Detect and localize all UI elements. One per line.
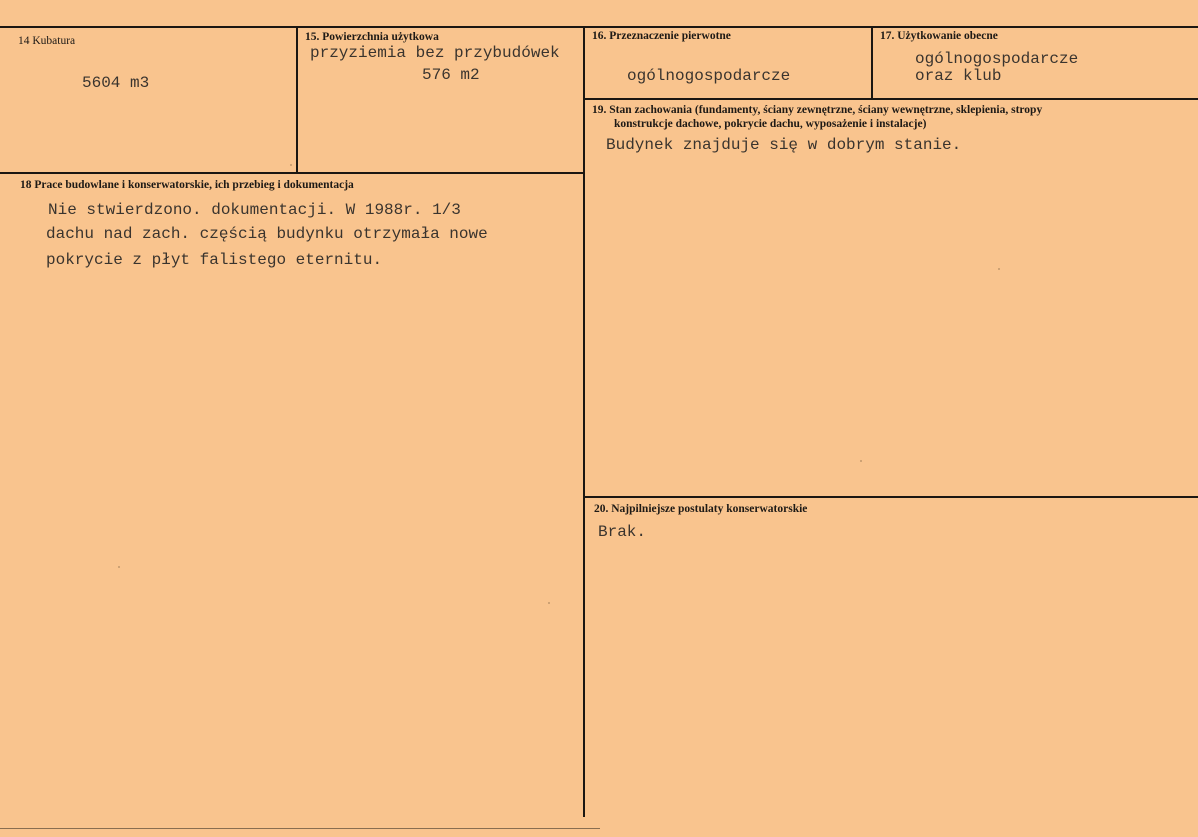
field-17-line-2: oraz klub — [915, 67, 1002, 85]
divider-16-17 — [871, 27, 873, 99]
paper-speck — [998, 268, 1000, 270]
paper-speck — [860, 460, 862, 462]
field-15-line-2: 576 m2 — [422, 66, 480, 84]
field-17-line-1: ogólnogospodarcze — [915, 50, 1079, 68]
field-16-label: 16. Przeznaczenie pierwotne — [592, 30, 731, 42]
field-20-value: Brak. — [598, 523, 647, 541]
field-14-value: 5604 m3 — [82, 74, 150, 92]
field-14-label: 14 Kubatura — [18, 35, 76, 47]
field-19-label-line-1: 19. Stan zachowania (fundamenty, ściany zewnętrzne, ściany wewnętrzne, sklepienia, stropy — [592, 104, 1043, 116]
top-border — [0, 26, 1198, 28]
field-16-value: ogólnogospodarcze — [627, 67, 791, 85]
field-18-line-3: pokrycie z płyt falistego eternitu. — [46, 251, 383, 269]
divider-19-20 — [584, 496, 1198, 498]
field-18-label: 18 Prace budowlane i konserwatorskie, ich przebieg i dokumentacja — [20, 179, 354, 191]
field-15-line-1: przyziemia bez przybudówek — [310, 44, 560, 62]
divider-row-left — [0, 172, 584, 174]
paper-speck — [290, 164, 292, 166]
field-19-label-line-2: konstrukcje dachowe, pokrycie dachu, wyposażenie i instalacje) — [614, 118, 927, 130]
field-18-line-2: dachu nad zach. częścią budynku otrzymała nowe — [46, 225, 488, 243]
paper-speck — [548, 602, 550, 604]
field-17-label: 17. Użytkowanie obecne — [880, 30, 998, 42]
divider-14-15 — [296, 27, 298, 173]
paper-speck — [118, 566, 120, 568]
field-15-label: 15. Powierzchnia użytkowa — [305, 31, 439, 43]
bottom-border — [0, 828, 600, 829]
field-18-line-1: Nie stwierdzono. dokumentacji. W 1988r. 1/3 — [48, 201, 461, 219]
divider-16-19 — [584, 98, 1198, 100]
divider-left-right — [583, 27, 585, 817]
field-20-label: 20. Najpilniejsze postulaty konserwatorskie — [594, 503, 808, 515]
field-19-value: Budynek znajduje się w dobrym stanie. — [606, 136, 962, 154]
